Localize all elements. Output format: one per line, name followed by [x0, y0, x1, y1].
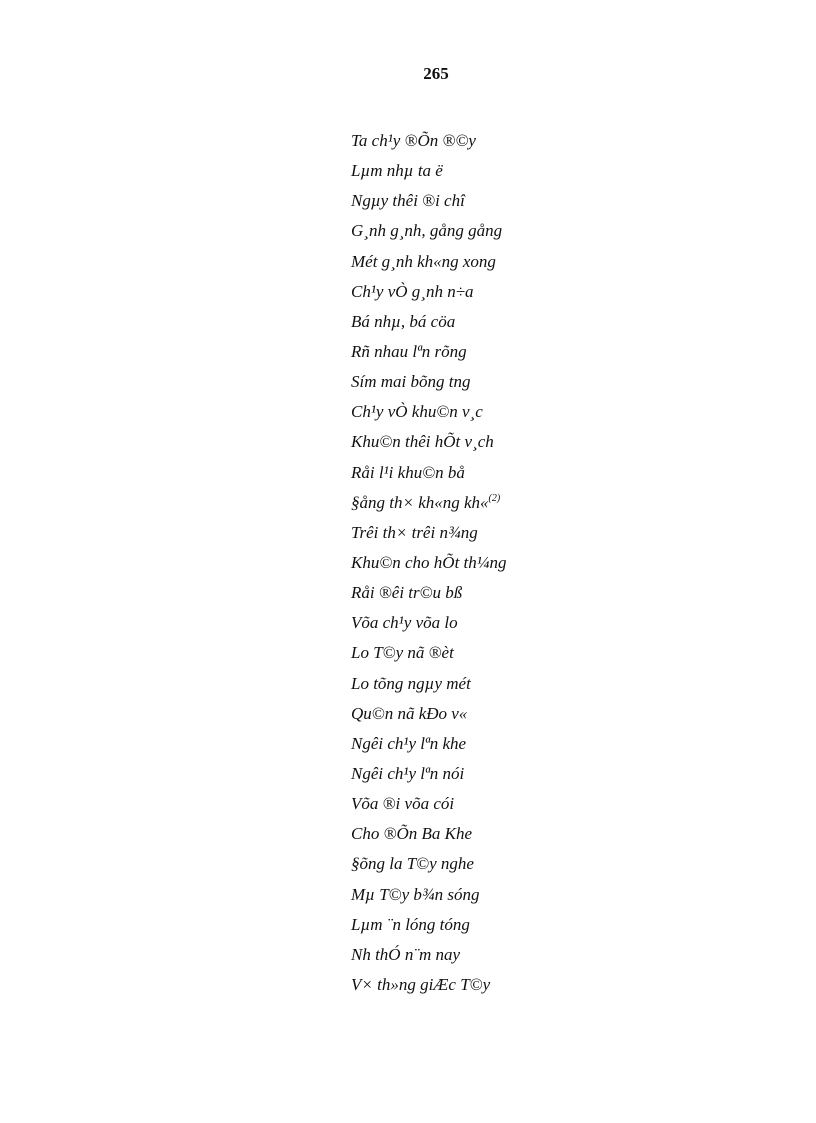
poem-line	[351, 458, 507, 488]
poem-line	[351, 910, 507, 940]
poem-line-text: Lo T©y nã ®èt	[351, 643, 454, 663]
poem-line-text: Rñ nhau lªn rõng	[351, 341, 467, 361]
poem-line-text: Nh thÓ n¨m nay	[351, 944, 461, 964]
poem-line	[351, 789, 507, 819]
poem-line-text: Råi l¹i khu©n bå	[351, 462, 465, 482]
poem-line-text: Ta ch¹y ®Õn ®©y	[351, 131, 476, 150]
poem-line-text: Mµ T©y b¾n sóng	[351, 884, 480, 904]
poem-line-text: Mét g¸nh kh«ng xong	[351, 251, 496, 271]
poem-line	[351, 216, 507, 246]
poem-line	[351, 729, 507, 759]
poem-line	[351, 427, 507, 457]
poem-line-text: Lo tõng ngµy mét	[351, 673, 471, 693]
poem-line	[351, 638, 507, 668]
poem-line	[351, 367, 507, 397]
poem-line	[351, 970, 507, 1000]
poem-line-text: Khu©n thêi hÕt v¸ch	[351, 432, 494, 452]
poem-line	[351, 518, 507, 548]
poem-line-text: Qu©n nã kÐo v«	[351, 703, 468, 723]
poem-line-text: Võa ®i võa cói	[351, 794, 455, 814]
footnote-marker: (2)	[488, 492, 501, 504]
poem-line-text: Råi ®êi tr©u bß	[351, 583, 463, 603]
poem-line-text: Trêi th× trêi n¾ng	[351, 522, 478, 542]
poem-line	[351, 488, 507, 518]
poem-line	[351, 277, 507, 307]
poem-line	[351, 608, 507, 638]
poem-line-text: Bá nhµ, bá cöa	[351, 311, 456, 331]
poem-line-text: Cho ®Õn Ba Khe	[351, 824, 473, 844]
poem-line-text: Sím mai bõng tng	[351, 372, 471, 392]
page-number: 265	[423, 64, 449, 83]
poem-line-text: Khu©n cho hÕt th¼ng	[351, 552, 507, 572]
poem-line	[351, 940, 507, 970]
poem-line-text: Võa ch¹y võa lo	[351, 613, 458, 633]
poem-line	[351, 548, 507, 578]
poem-line	[351, 156, 507, 186]
poem-line-text: Ch¹y vÒ g¸nh n÷a	[351, 281, 474, 301]
poem-line-text: Ngêi ch¹y lªn nói	[351, 763, 465, 783]
poem-line	[351, 337, 507, 367]
poem-line-text: Ch¹y vÒ khu©n v¸c	[351, 402, 483, 422]
poem-line	[351, 759, 507, 789]
poem-line	[351, 699, 507, 729]
poem-line-text: G¸nh g¸nh, gång gång	[351, 221, 503, 241]
poem-line	[351, 126, 507, 156]
poem-line	[351, 669, 507, 699]
poem-verse	[351, 126, 507, 1000]
poem-line	[351, 247, 507, 277]
poem-line	[351, 578, 507, 608]
poem-line	[351, 819, 507, 849]
poem-line-text: Lµm ¨n lóng tóng	[351, 914, 470, 934]
poem-line-text: §ång th× kh«ng kh«	[351, 492, 489, 512]
poem-line	[351, 849, 507, 879]
poem-line	[351, 397, 507, 427]
poem-line	[351, 307, 507, 337]
poem-line	[351, 880, 507, 910]
poem-line-text: §õng la T©y nghe	[351, 854, 474, 874]
poem-line-text: Ngµy thêi ®i chî	[351, 191, 465, 211]
poem-line	[351, 186, 507, 216]
poem-line-text: Ngêi ch¹y lªn khe	[351, 733, 467, 753]
poem-line-text: V× th»ng giÆc T©y	[351, 974, 491, 994]
poem-line-text: Lµm nhµ ta ë	[351, 161, 443, 181]
